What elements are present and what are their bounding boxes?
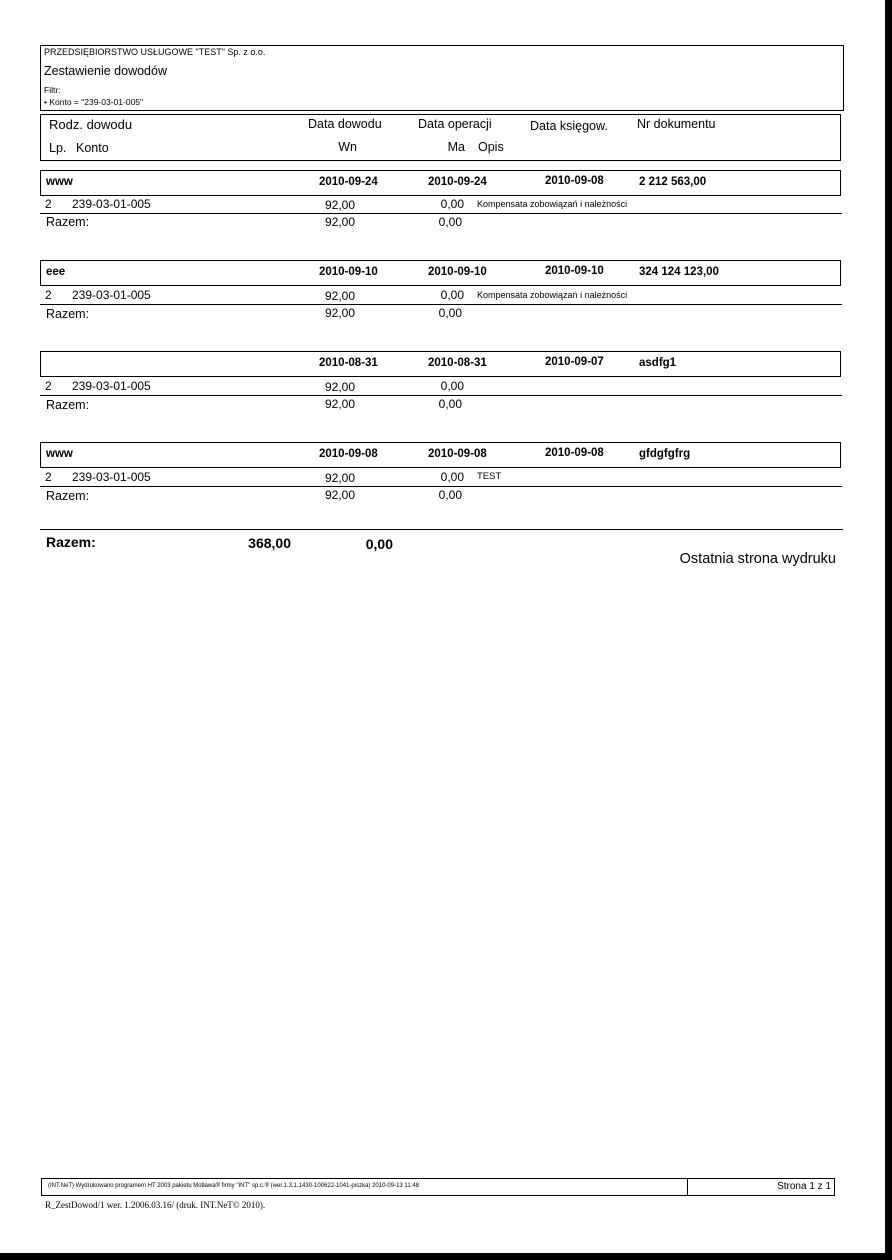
debit-amount: 92,00 <box>324 471 355 485</box>
page-right-border <box>885 0 892 1260</box>
line-number: 2 <box>45 379 52 393</box>
operation-date: 2010-08-31 <box>428 357 487 369</box>
row-separator <box>40 486 842 487</box>
row-separator <box>40 395 842 396</box>
col-data-dowodu: Data dowodu <box>308 117 382 131</box>
document-number: gfdgfgfrg <box>639 448 691 460</box>
company-name: PRZEDSIĘBIORSTWO USŁUGOWE "TEST" Sp. z o.o. <box>44 47 266 57</box>
description: Kompensata zobowiązań i należności <box>477 290 628 300</box>
posting-date: 2010-09-07 <box>545 356 604 368</box>
col-lp: Lp. <box>49 141 67 155</box>
col-data-ksiegow: Data księgow. <box>530 119 608 133</box>
document-header-row <box>40 442 841 468</box>
document-type: www <box>46 448 73 460</box>
subtotal-credit: 0,00 <box>438 397 462 411</box>
document-number: asdfg1 <box>639 357 677 369</box>
document-type: eee <box>46 266 66 278</box>
posting-date: 2010-09-08 <box>545 175 604 187</box>
account-number: 239-03-01-005 <box>72 470 151 484</box>
credit-amount: 0,00 <box>440 470 464 484</box>
subtotal-credit: 0,00 <box>438 215 462 229</box>
document-date: 2010-09-08 <box>319 448 378 460</box>
total-separator <box>40 529 843 530</box>
account-number: 239-03-01-005 <box>72 197 151 211</box>
filter-label: Filtr: <box>44 85 61 95</box>
footer-box <box>41 1178 835 1196</box>
subtotal-credit: 0,00 <box>438 488 462 502</box>
col-data-operacji: Data operacji <box>418 117 492 131</box>
description: TEST <box>477 471 502 482</box>
subtotal-label: Razem: <box>46 307 90 321</box>
col-konto: Konto <box>76 141 109 155</box>
document-number: 2 212 563,00 <box>639 176 707 188</box>
subtotal-debit: 92,00 <box>324 488 355 502</box>
line-number: 2 <box>45 288 52 302</box>
total-label: Razem: <box>46 534 96 550</box>
account-number: 239-03-01-005 <box>72 288 151 302</box>
debit-amount: 92,00 <box>324 380 355 394</box>
document-date: 2010-08-31 <box>319 357 378 369</box>
posting-date: 2010-09-10 <box>545 265 604 277</box>
footer-version: R_ZestDowod/1 wer. 1.2006.03.16/ (druk. INT.NeT© 2010). <box>45 1200 266 1210</box>
last-page-note: Ostatnia strona wydruku <box>679 551 836 567</box>
description: Kompensata zobowiązań i należności <box>477 199 628 209</box>
col-nr-dokumentu: Nr dokumentu <box>637 117 716 131</box>
subtotal-label: Razem: <box>46 489 90 503</box>
document-header-row <box>40 260 841 286</box>
operation-date: 2010-09-08 <box>428 448 487 460</box>
report-header-box <box>40 45 844 111</box>
subtotal-debit: 92,00 <box>324 215 355 229</box>
debit-amount: 92,00 <box>324 198 355 212</box>
footer-divider <box>687 1179 688 1195</box>
page-bottom-border <box>0 1253 892 1260</box>
subtotal-debit: 92,00 <box>324 306 355 320</box>
credit-amount: 0,00 <box>440 379 464 393</box>
report-title: Zestawienie dowodów <box>44 64 167 78</box>
operation-date: 2010-09-10 <box>428 266 487 278</box>
document-number: 324 124 123,00 <box>639 266 719 278</box>
credit-amount: 0,00 <box>440 288 464 302</box>
posting-date: 2010-09-08 <box>545 447 604 459</box>
document-header-row <box>40 170 841 196</box>
filter-value: • Konto = "239-03-01-005" <box>44 97 144 107</box>
document-date: 2010-09-10 <box>319 266 378 278</box>
page-number: Strona 1 z 1 <box>777 1181 831 1192</box>
document-date: 2010-09-24 <box>319 176 378 188</box>
operation-date: 2010-09-24 <box>428 176 487 188</box>
total-debit: 368,00 <box>248 535 291 551</box>
subtotal-label: Razem: <box>46 215 90 229</box>
account-number: 239-03-01-005 <box>72 379 151 393</box>
credit-amount: 0,00 <box>440 197 464 211</box>
footer-printed-by: (INT.NeT) Wydrukowano programem HT 2003 pakietu Motława® firmy "INT" sp.c.® (wer.1.3.1.1430-100622-1041-piszka) 2010-09-13 11:48 <box>48 1183 419 1189</box>
total-credit: 0,00 <box>365 536 393 552</box>
line-number: 2 <box>45 197 52 211</box>
col-rodz-dowodu: Rodz. dowodu <box>49 117 133 132</box>
row-separator <box>40 304 842 305</box>
row-separator <box>40 213 842 214</box>
document-header-row <box>40 351 841 377</box>
col-ma: Ma <box>447 140 465 154</box>
document-type: www <box>46 176 73 188</box>
column-header-box <box>40 114 841 161</box>
col-opis: Opis <box>478 140 504 154</box>
subtotal-label: Razem: <box>46 398 90 412</box>
line-number: 2 <box>45 470 52 484</box>
debit-amount: 92,00 <box>324 289 355 303</box>
subtotal-credit: 0,00 <box>438 306 462 320</box>
col-wn: Wn <box>338 140 357 154</box>
subtotal-debit: 92,00 <box>324 397 355 411</box>
